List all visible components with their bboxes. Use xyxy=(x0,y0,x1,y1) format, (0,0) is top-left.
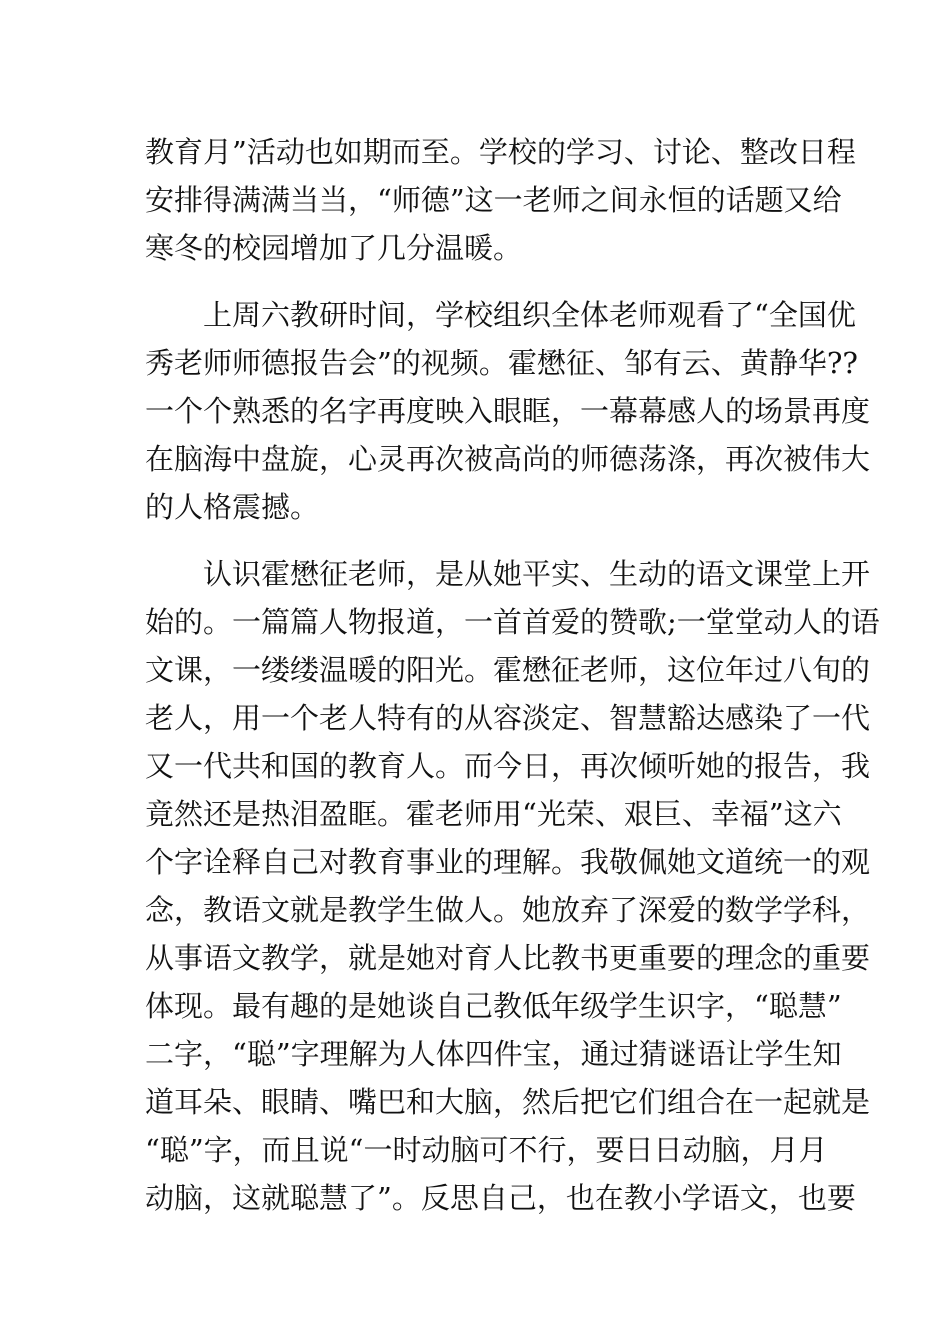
paragraph-3-line-10: 体现。最有趣的是她谈自己教低年级学生识字，“聪慧” xyxy=(145,989,842,1023)
paragraph-1-line-3: 寒冬的校园增加了几分温暖。 xyxy=(145,231,523,265)
paragraph-3-line-7: 个字诠释自己对教育事业的理解。我敬佩她文道统一的观 xyxy=(145,845,871,879)
paragraph-3-line-4: 老人，用一个老人特有的从容淡定、智慧豁达感染了一代 xyxy=(145,701,871,735)
paragraph-gap xyxy=(145,272,815,291)
paragraph-gap xyxy=(145,531,815,550)
paragraph-3-line-6: 竟然还是热泪盈眶。霍老师用“光荣、艰巨、幸福”这六 xyxy=(145,797,842,831)
paragraph-2-line-2: 秀老师师德报告会”的视频。霍懋征、邹有云、黄静华?? xyxy=(145,346,858,380)
paragraph-3-line-2: 始的。一篇篇人物报道，一首首爱的赞歌;一堂堂动人的语 xyxy=(145,605,880,639)
paragraph-1-line-1: 教育月”活动也如期而至。学校的学习、讨论、整改日程 xyxy=(145,135,856,169)
paragraph-3-line-14: 动脑，这就聪慧了”。反思自己，也在教小学语文，也要 xyxy=(145,1181,856,1215)
paragraph-3-line-3: 文课，一缕缕温暖的阳光。霍懋征老师，这位年过八旬的 xyxy=(145,653,871,687)
paragraph-2-line-1: 上周六教研时间，学校组织全体老师观看了“全国优 xyxy=(203,298,856,332)
paragraph-1-line-2: 安排得满满当当，“师德”这一老师之间永恒的话题又给 xyxy=(145,183,842,217)
paragraph-3-line-5: 又一代共和国的教育人。而今日，再次倾听她的报告，我 xyxy=(145,749,871,783)
paragraph-2-line-5: 的人格震撼。 xyxy=(145,490,320,524)
paragraph-3-line-12: 道耳朵、眼睛、嘴巴和大脑，然后把它们组合在一起就是 xyxy=(145,1085,871,1119)
paragraph-3-line-8: 念，教语文就是教学生做人。她放弃了深爱的数学学科， xyxy=(145,893,871,927)
paragraph-2-line-3: 一个个熟悉的名字再度映入眼眶，一幕幕感人的场景再度 xyxy=(145,394,871,428)
body-text xyxy=(145,128,880,1222)
paragraph-2-line-4: 在脑海中盘旋，心灵再次被高尚的师德荡涤，再次被伟大 xyxy=(145,442,871,476)
paragraph-3-line-11: 二字，“聪”字理解为人体四件宝，通过猜谜语让学生知 xyxy=(145,1037,842,1071)
paragraph-3-line-13: “聪”字，而且说“一时动脑可不行，要日日动脑，月月 xyxy=(145,1133,828,1167)
paragraph-3-line-1: 认识霍懋征老师，是从她平实、生动的语文课堂上开 xyxy=(203,557,871,591)
paragraph-3-line-9: 从事语文教学，就是她对育人比教书更重要的理念的重要 xyxy=(145,941,871,975)
